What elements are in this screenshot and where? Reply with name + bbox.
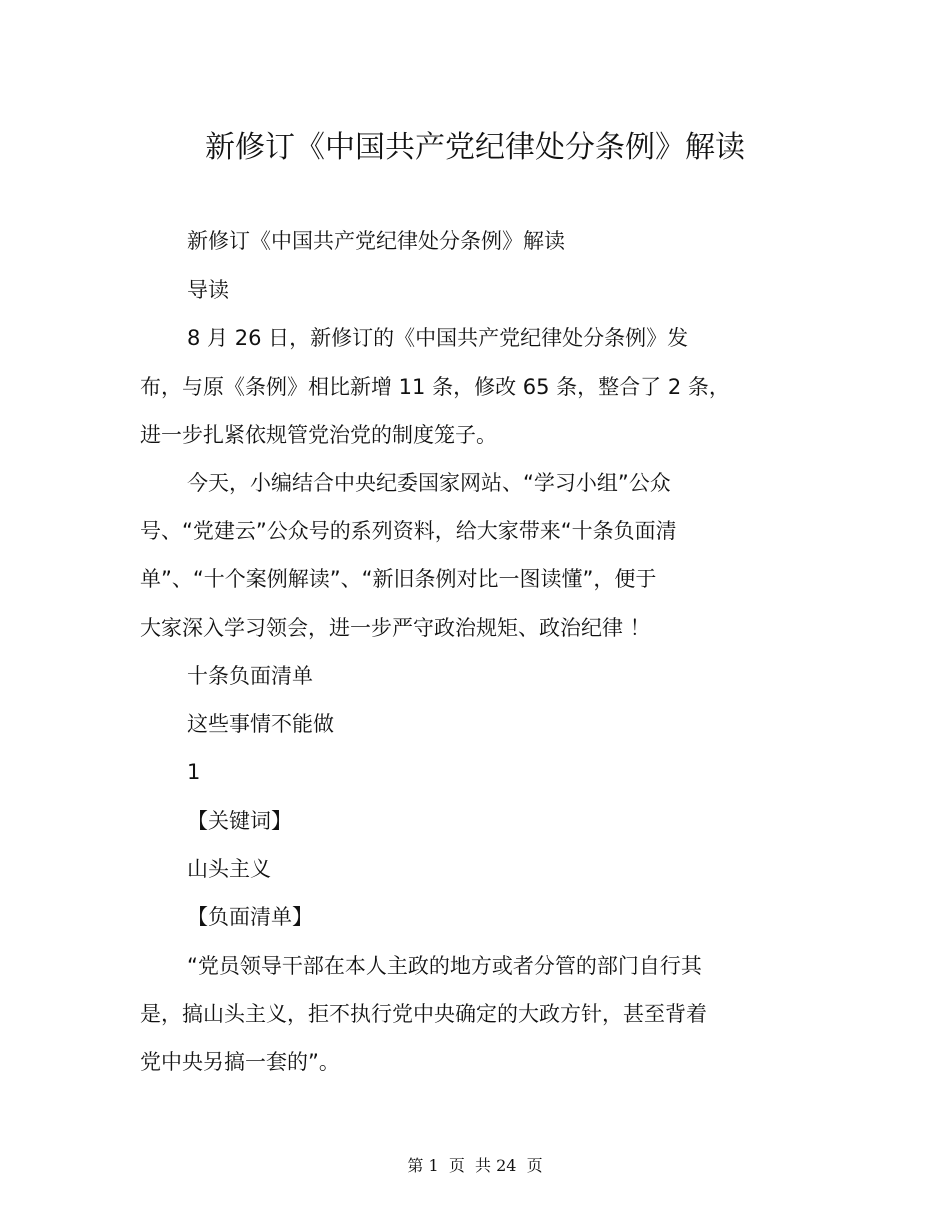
quote-line: “党员领导干部在本人主政的地方或者分管的部门自行其 [187, 954, 702, 978]
item-number: 1 [187, 760, 201, 784]
paragraph-subtitle: 新修订《中国共产党纪律处分条例》解读 [187, 229, 565, 253]
keyword-label: 【关键词】 [187, 809, 292, 833]
paragraph-line: 单”、“十个案例解读”、“新旧条例对比一图读懂”，便于 [140, 567, 657, 591]
keyword-value: 山头主义 [187, 857, 271, 881]
paragraph-line: 进一步扎紧依规管党治党的制度笼子。 [140, 423, 497, 447]
paragraph-intro-heading: 导读 [187, 278, 229, 302]
paragraph-line: 8 月 26 日，新修订的《中国共产党纪律处分条例》发 [187, 326, 689, 350]
section-subheading: 这些事情不能做 [187, 712, 334, 736]
quote-line: 是，搞山头主义，拒不执行党中央确定的大政方针，甚至背着 [140, 1002, 707, 1026]
quote-line: 党中央另搞一套的”。 [140, 1050, 340, 1074]
paragraph-line: 大家深入学习领会，进一步严守政治规矩、政治纪律 ！ [140, 616, 651, 640]
document-title: 新修订《中国共产党纪律处分条例》解读 [205, 130, 745, 165]
page-footer: 第 1 页 共 24 页 [407, 1156, 543, 1175]
negative-list-label: 【负面清单】 [187, 905, 313, 929]
paragraph-line: 号、“党建云”公众号的系列资料，给大家带来“十条负面清 [140, 519, 677, 543]
section-heading: 十条负面清单 [187, 664, 313, 688]
paragraph-line: 今天，小编结合中央纪委国家网站、“学习小组”公众 [187, 471, 671, 495]
paragraph-line: 布，与原《条例》相比新增 11 条，修改 65 条，整合了 2 条， [140, 375, 730, 399]
